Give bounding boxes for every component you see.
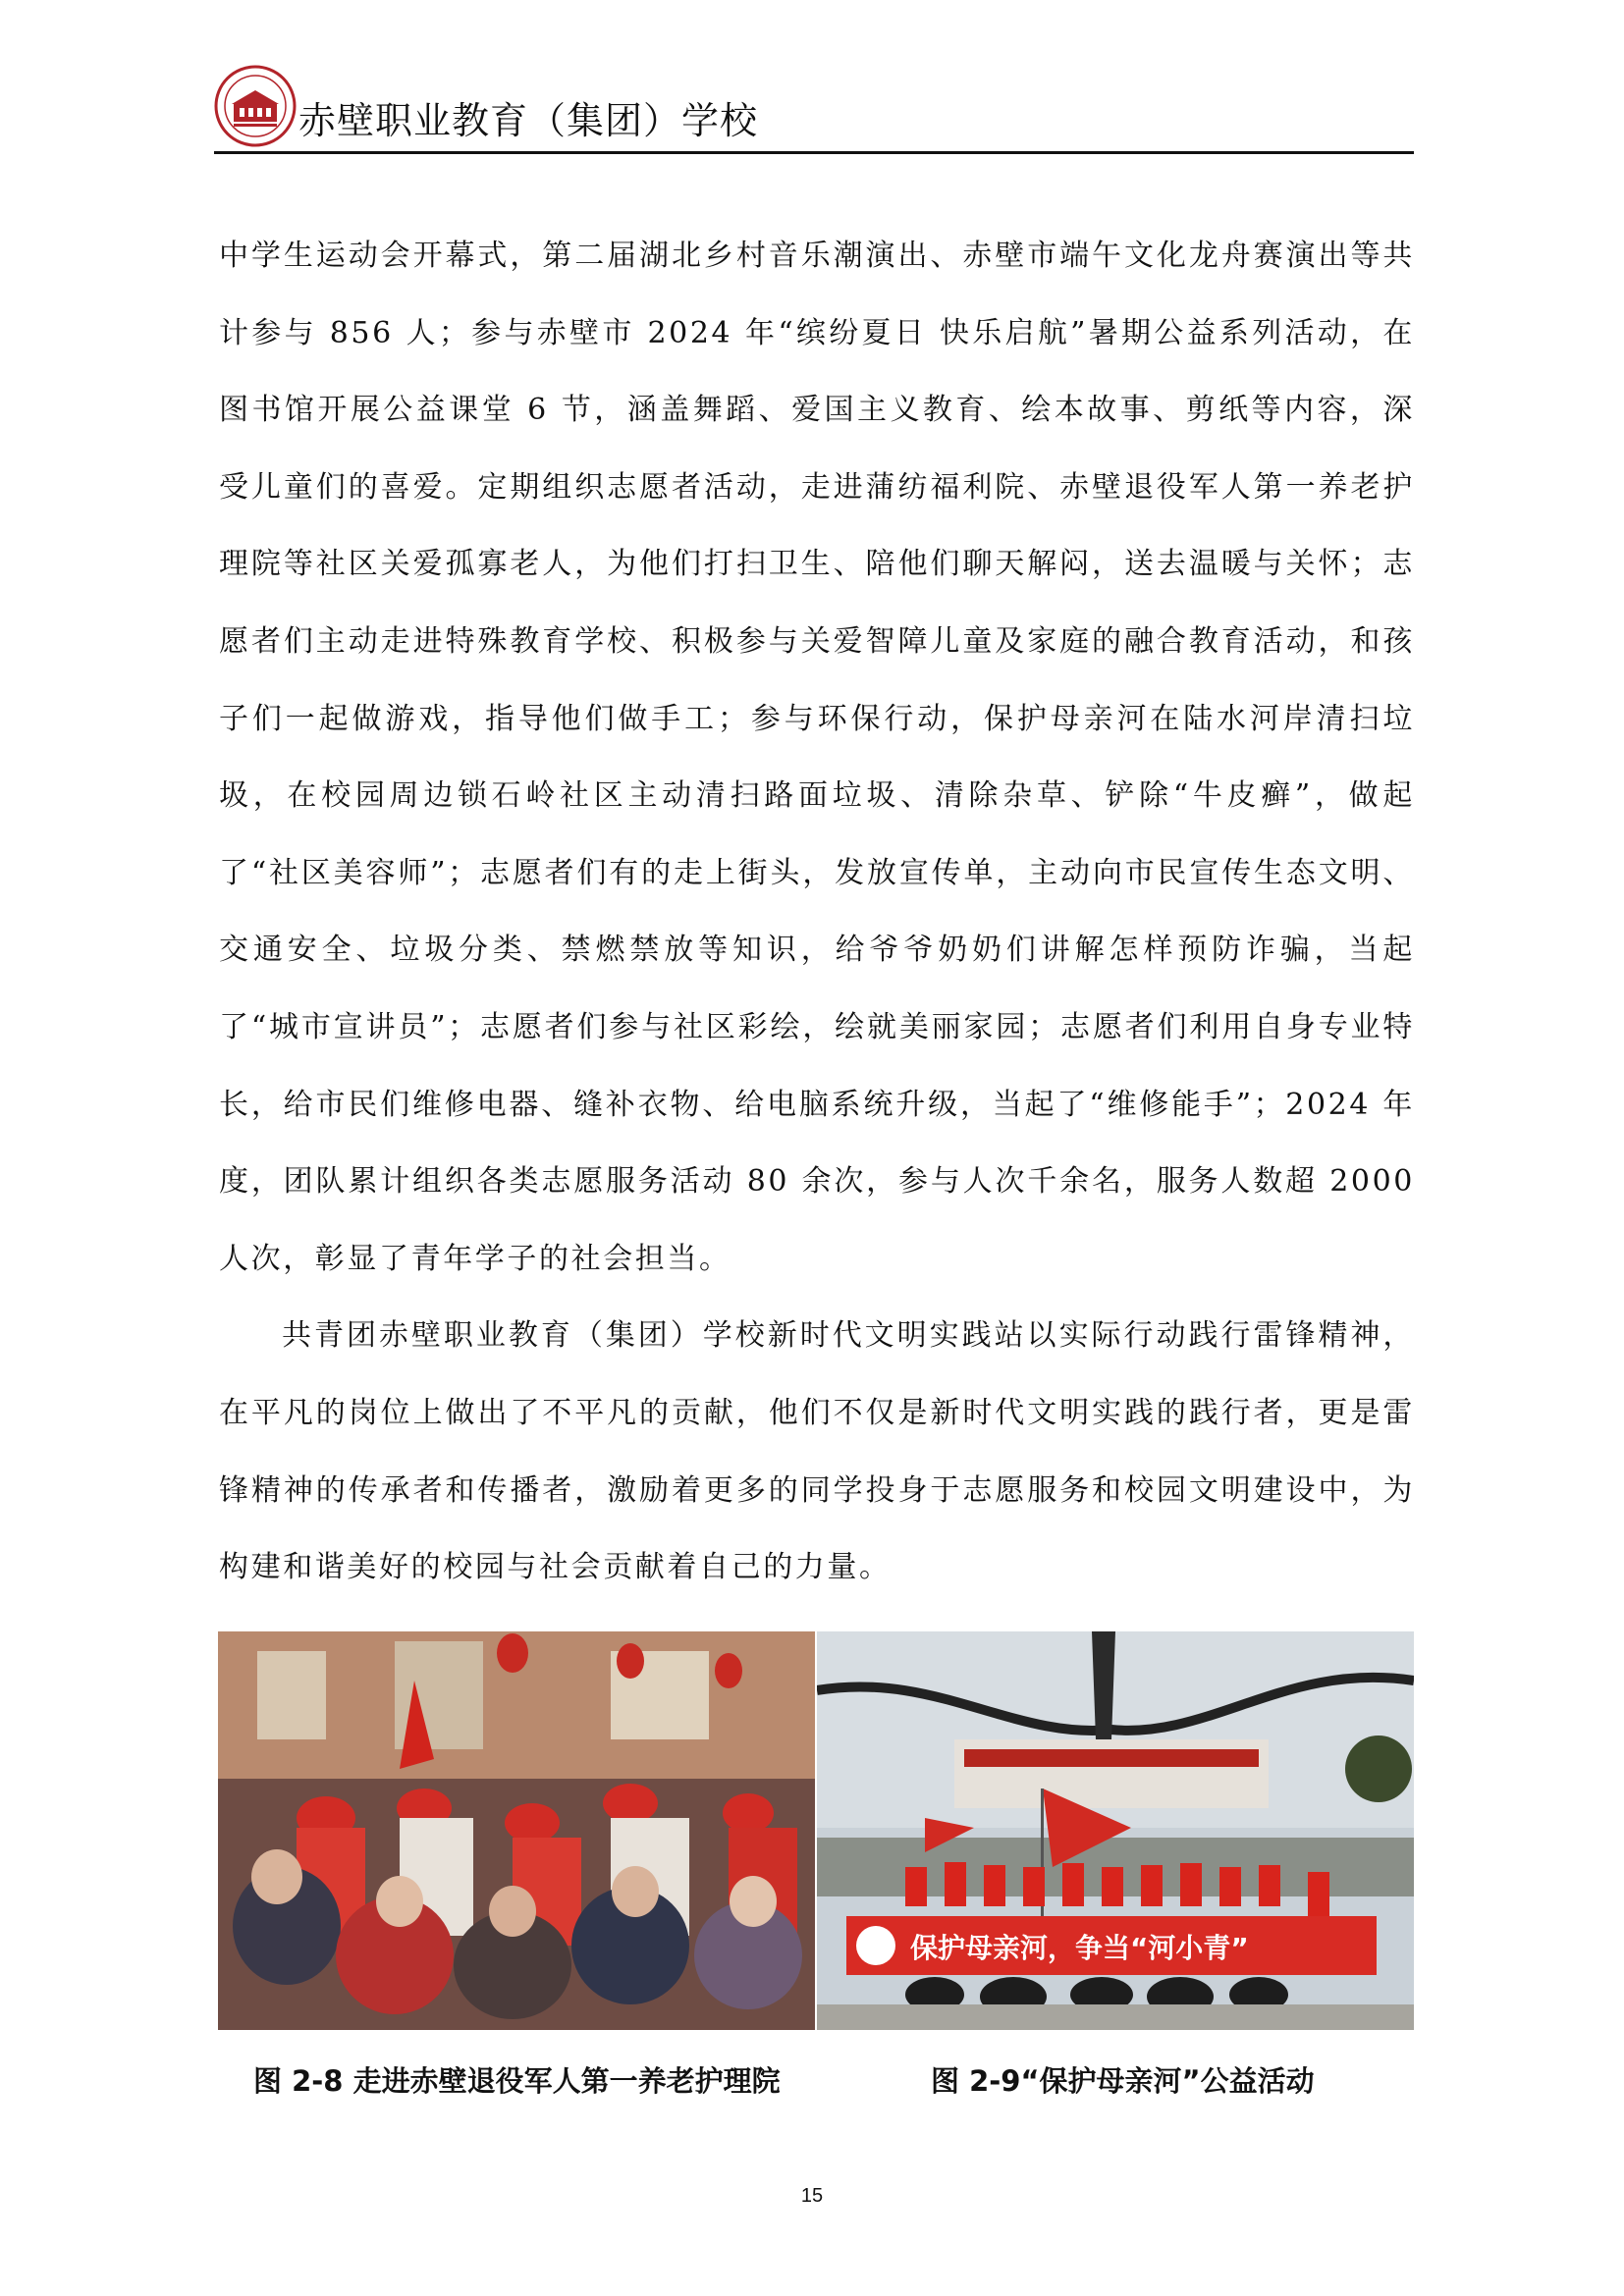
photo-protect-river-activity [817, 1631, 1414, 2030]
page-number: 15 [800, 2185, 824, 2207]
school-name: 赤壁职业教育（集团）学校 [298, 99, 759, 142]
figure-caption-2-9: 图 2-9“保护母亲河”公益活动 [931, 2064, 1315, 2098]
page-header [214, 61, 1414, 155]
figure-caption-2-8: 图 2-8 走进赤壁退役军人第一养老护理院 [253, 2064, 781, 2098]
body-text [219, 218, 1415, 1607]
header-divider [214, 151, 1414, 154]
photo-elderly-care-visit [218, 1631, 815, 2030]
paragraph-summary: 共青团赤壁职业教育（集团）学校新时代文明实践站以实际行动践行雷锋精神，在平凡的岗位上做出了不平凡的贡献，他们不仅是新时代文明实践的践行者，更是雷锋精神的传承者和传播者，激励着更多的同学投身于志愿服务和校园文明建设中，为构建和谐美好的校园与社会贡献着自己的力量。 [219, 1318, 1415, 1585]
school-logo-icon [214, 65, 297, 147]
paragraph-volunteer-activities: 中学生运动会开幕式，第二届湖北乡村音乐潮演出、赤壁市端午文化龙舟赛演出等共计参与 856 人；参与赤壁市 2024 年“缤纷夏日 快乐启航”暑期公益系列活动，在图书馆开展公益课堂 6 节，涵盖舞蹈、爱国主义教育、绘本故事、剪纸等内容，深受儿童们的喜爱。定期组织志愿者活动，走进蒲纺福利院、赤壁退役军人第一养老护理院等社区关爱孤寡老人，为他们打扫卫生、陪他们聊天解闷，送去温暖与关怀；志愿者们主动走进特殊教育学校、积极参与关爱智障儿童及家庭的融合教育活动，和孩子们一起做游戏，指导他们做手工；参与环保行动，保护母亲河在陆水河岸清扫垃圾，在校园周边锁石岭社区主动清扫路面垃圾、清除杂草、铲除“牛皮癣”，做起了“社区美容师”；志愿者们有的走上街头，发放宣传单，主动向市民宣传生态文明、交通安全、垃圾分类、禁燃禁放等知识，给爷爷奶奶们讲解怎样预防诈骗，当起了“城市宣讲员”；志愿者们参与社区彩绘，绘就美丽家园；志愿者们利用自身专业特长，给市民们维修电器、缝补衣物、给电脑系统升级，当起了“维修能手”；2024 年度，团队累计组织各类志愿服务活动 80 余次，参与人次千余名，服务人数超 2000 人次，彰显了青年学子的社会担当。 [219, 239, 1415, 1276]
banner-text: 保护母亲河，争当“河小青” [910, 1932, 1249, 1964]
